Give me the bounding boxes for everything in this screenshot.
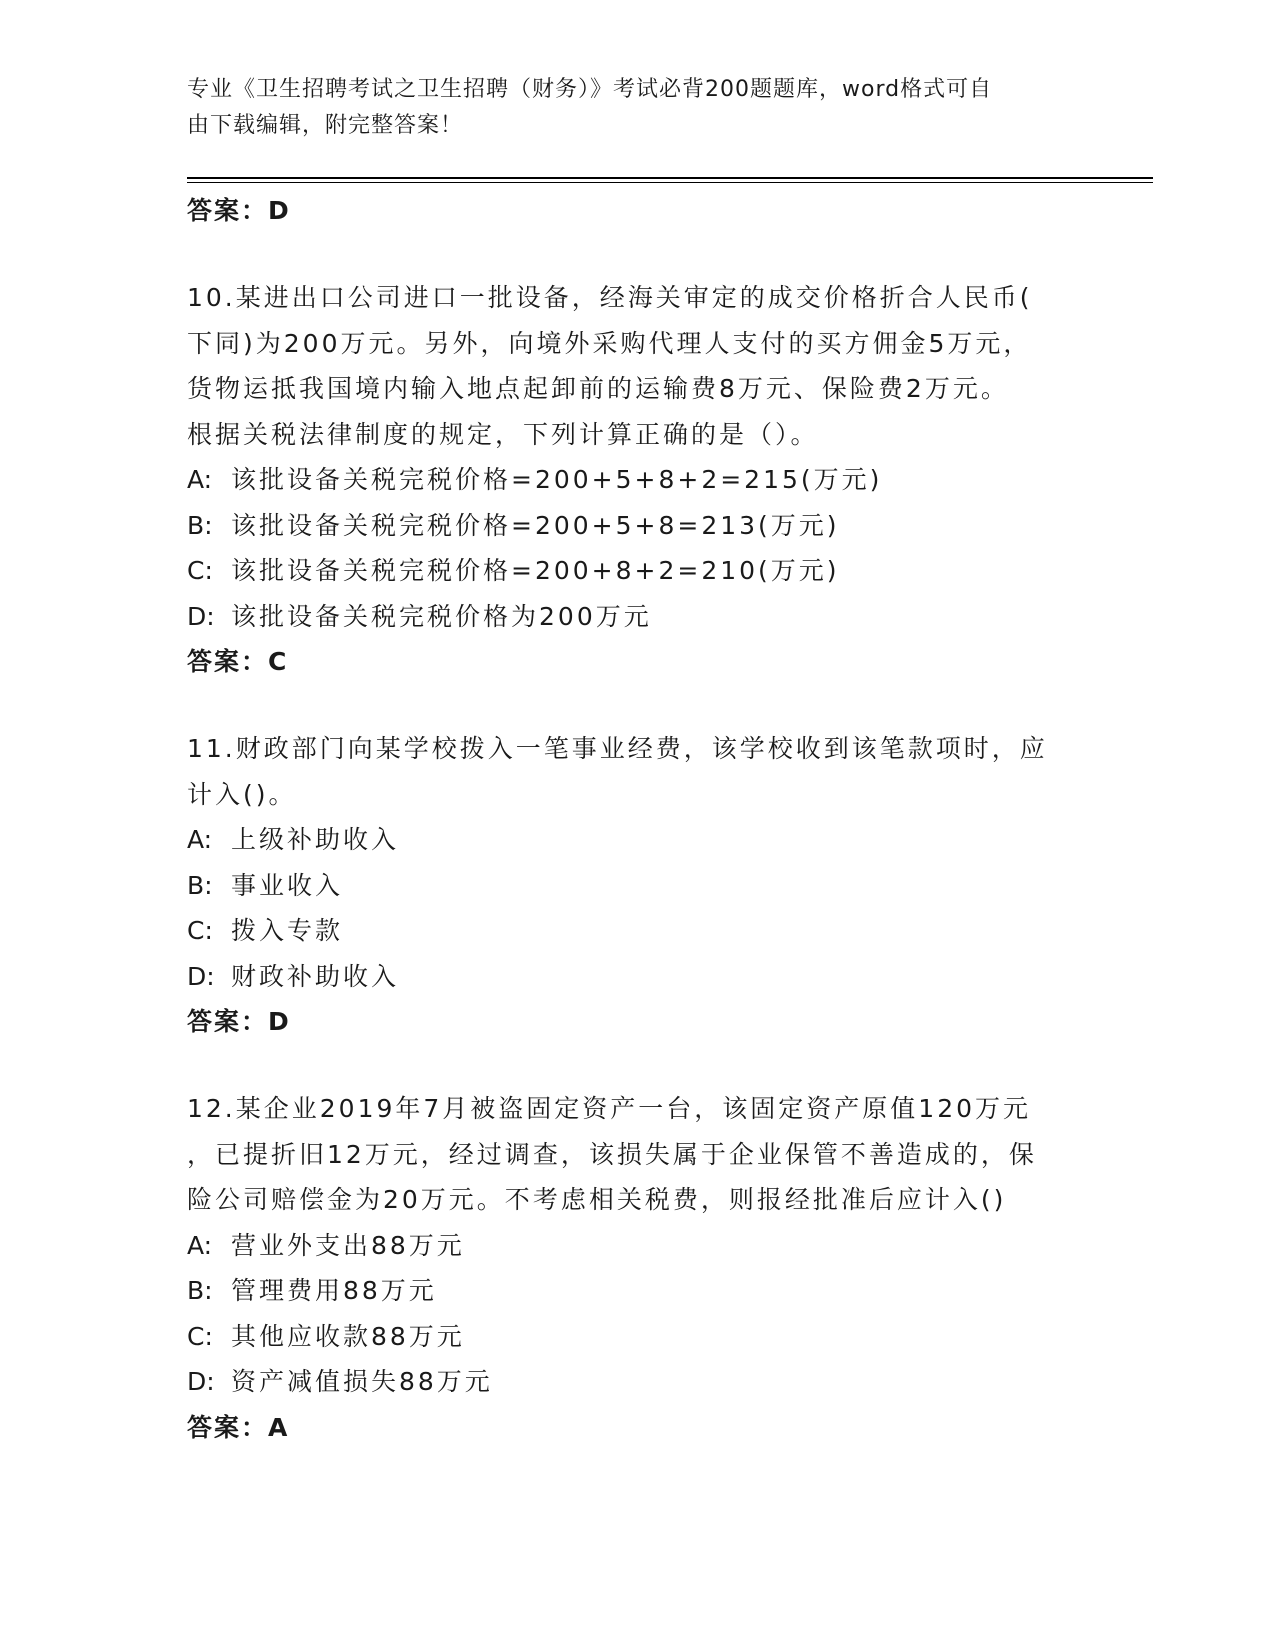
question-stem-line: ，已提折旧12万元，经过调查，该损失属于企业保管不善造成的，保 (187, 1139, 1037, 1169)
question-stem-line: 货物运抵我国境内输入地点起卸前的运输费8万元、保险费2万元。 (187, 374, 1009, 403)
question-stem-line: 险公司赔偿金为20万元。不考虑相关税费，则报经批准后应计入() (187, 1185, 1007, 1214)
question-10 (187, 275, 1087, 685)
option-text: 管理费用88万元 (231, 1276, 437, 1305)
option-c (187, 548, 1087, 594)
question-list (187, 188, 1087, 1451)
option-text: 该批设备关税完税价格=200+8+2=210(万元) (231, 556, 840, 585)
option-a (187, 1223, 1087, 1269)
option-letter: C: (187, 916, 213, 945)
option-b (187, 863, 1087, 909)
option-text: 其他应收款88万元 (231, 1321, 465, 1351)
document-header (187, 72, 1067, 144)
option-a (187, 817, 1087, 863)
option-letter: D: (187, 961, 215, 991)
option-text: 财政补助收入 (231, 961, 400, 991)
header-line-2: 由下载编辑，附完整答案！ (187, 113, 464, 138)
option-letter: A: (187, 825, 213, 854)
option-letter: D: (187, 601, 215, 631)
option-letter: C: (187, 1321, 213, 1351)
option-text: 事业收入 (231, 870, 344, 900)
question-11 (187, 726, 1087, 1045)
option-letter: A: (187, 465, 213, 494)
option-text: 该批设备关税完税价格=200+5+8+2=215(万元) (231, 465, 883, 494)
option-letter: B: (187, 870, 213, 900)
question-stem-line: 10.某进出口公司进口一批设备，经海关审定的成交价格折合人民币( (187, 283, 1033, 312)
option-c (187, 1314, 1087, 1360)
option-text: 该批设备关税完税价格为200万元 (231, 601, 652, 631)
spacer (187, 685, 1087, 726)
option-a (187, 457, 1087, 503)
header-divider-thick (187, 177, 1153, 179)
option-text: 资产减值损失88万元 (231, 1367, 493, 1396)
option-text: 上级补助收入 (231, 825, 400, 854)
answer-label: 答案：A (187, 1412, 290, 1442)
question-stem-line: 计入()。 (187, 779, 297, 809)
option-letter: C: (187, 556, 213, 585)
option-text: 营业外支出88万元 (231, 1230, 465, 1260)
header-line-1: 专业《卫生招聘考试之卫生招聘（财务）》考试必背200题题库，word格式可自 (187, 77, 993, 102)
spacer (187, 234, 1087, 275)
option-letter: D: (187, 1367, 215, 1396)
previous-answer: 答案：D (187, 196, 291, 225)
question-stem-line: 12.某企业2019年7月被盗固定资产一台，该固定资产原值120万元 (187, 1094, 1032, 1123)
question-12 (187, 1086, 1087, 1451)
header-divider-thin (187, 182, 1153, 183)
question-stem-line: 根据关税法律制度的规定，下列计算正确的是（）。 (187, 419, 819, 449)
spacer (187, 1045, 1087, 1086)
option-c (187, 908, 1087, 954)
option-letter: A: (187, 1230, 213, 1260)
option-text: 拨入专款 (231, 916, 344, 945)
option-letter: B: (187, 1276, 213, 1305)
answer-label: 答案：C (187, 647, 289, 676)
option-d (187, 594, 1087, 640)
option-letter: B: (187, 510, 213, 540)
option-d (187, 954, 1087, 1000)
question-stem-line: 下同)为200万元。另外，向境外采购代理人支付的买方佣金5万元， (187, 328, 1032, 358)
option-b (187, 503, 1087, 549)
option-d (187, 1359, 1087, 1405)
option-b (187, 1268, 1087, 1314)
answer-label: 答案：D (187, 1007, 291, 1036)
question-stem-line: 11.财政部门向某学校拨入一笔事业经费，该学校收到该笔款项时，应 (187, 734, 1048, 763)
option-text: 该批设备关税完税价格=200+5+8=213(万元) (231, 510, 840, 540)
